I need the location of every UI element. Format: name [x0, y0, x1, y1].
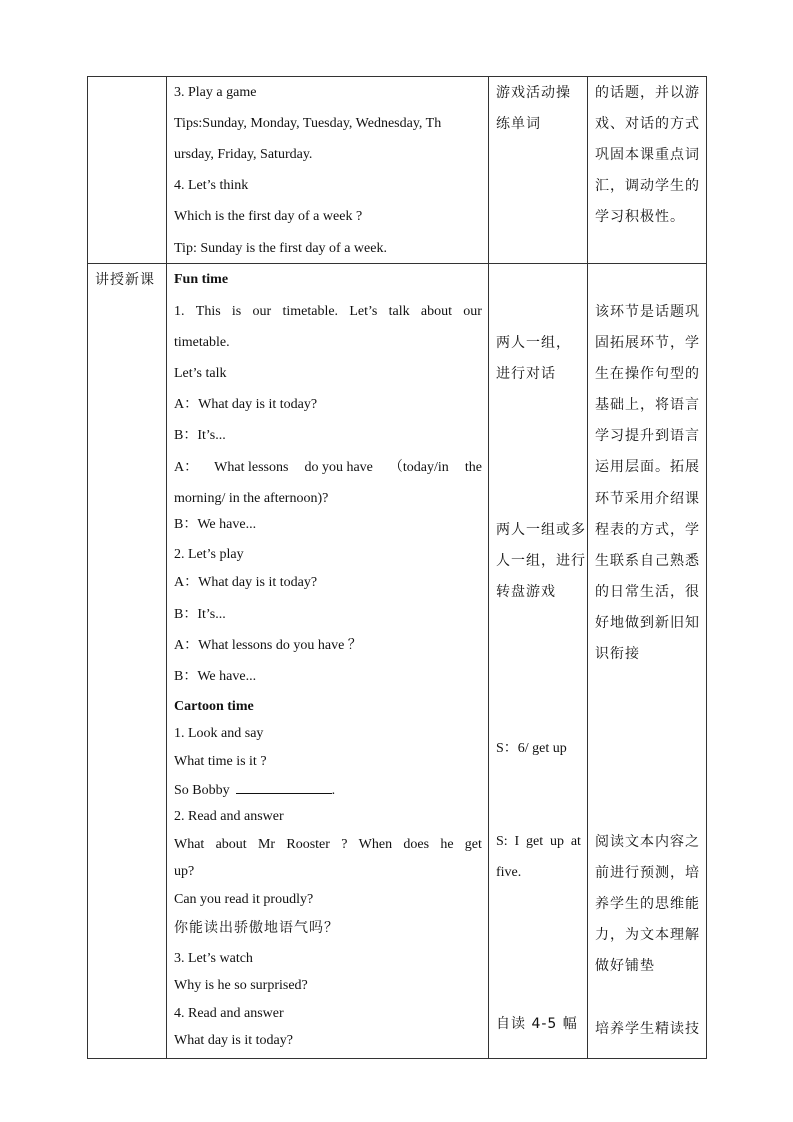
- row2-purpose-line: 识衔接: [595, 646, 640, 662]
- fill-in-line: [174, 781, 335, 800]
- column-divider-2: [488, 76, 489, 1059]
- row2-purpose-line: 养学生的思维能: [595, 896, 700, 912]
- row2-text-line: 1. Look and say: [174, 726, 264, 741]
- row2-text-line: A：What day is it today?: [174, 575, 318, 590]
- row2-text-line: A：What day is it today?: [174, 397, 318, 412]
- row2-text-line: B：We have...: [174, 517, 257, 532]
- row2-purpose-line: 做好铺垫: [595, 958, 655, 974]
- row2-text-line: up?: [174, 864, 195, 879]
- row2-activity-line: S：6/ get up: [496, 741, 567, 756]
- cartoon-time-heading: Cartoon time: [174, 699, 254, 714]
- row2-purpose-line: 环节采用介绍课: [595, 491, 700, 507]
- row1-text-line: 4. Let’s think: [174, 178, 249, 193]
- row2-purpose-line: 该环节是话题巩: [595, 304, 700, 320]
- row2-purpose-line: 好地做到新旧知: [595, 615, 700, 631]
- row2-activity-line: 进行对话: [496, 366, 556, 382]
- row2-text-line: Can you read it proudly?: [174, 892, 314, 907]
- row2-purpose-line: 培养学生精读技: [595, 1021, 700, 1037]
- row2-activity-line: 两人一组，: [496, 335, 571, 351]
- row2-activity-line: 人一组，进行: [496, 553, 586, 569]
- row1-purpose-line: 汇，调动学生的: [595, 178, 700, 194]
- row1-text-line: ursday, Friday, Saturday.: [174, 147, 313, 162]
- stage-label: 讲授新课: [95, 272, 155, 288]
- row2-purpose-line: 生在操作句型的: [595, 366, 700, 382]
- row1-activity-line: 游戏活动操: [496, 85, 571, 101]
- row2-purpose-line: 前进行预测，培: [595, 865, 700, 881]
- row2-text-line: 你能读出骄傲地语气吗？: [174, 920, 339, 936]
- row2-text-line: timetable.: [174, 335, 230, 350]
- row2-text-line: morning/ in the afternoon)?: [174, 491, 329, 506]
- row2-activity-line: 两人一组或多: [496, 522, 586, 538]
- row2-purpose-line: 基础上，将语言: [595, 397, 700, 413]
- column-divider-1: [166, 76, 167, 1059]
- row2-text-line: B：It’s...: [174, 607, 226, 622]
- row2-activity-line: 转盘游戏: [496, 584, 556, 600]
- row2-text-line: 3. Let’s watch: [174, 951, 253, 966]
- fun-time-heading: Fun time: [174, 272, 229, 287]
- row2-purpose-line: 运用层面。拓展: [595, 459, 700, 475]
- row2-text-line: Why is he so surprised?: [174, 978, 308, 993]
- row1-activity-line: 练单词: [496, 116, 541, 132]
- row1-purpose-line: 巩固本课重点词: [595, 147, 700, 163]
- row2-purpose-line: 程表的方式，学: [595, 522, 700, 538]
- table-top-border: [87, 76, 707, 77]
- row2-purpose-line: 力，为文本理解: [595, 927, 700, 943]
- row1-purpose-line: 学习积极性。: [595, 209, 685, 225]
- row1-text-line: Tips:Sunday, Monday, Tuesday, Wednesday, Th: [174, 116, 442, 131]
- row2-text-line: 4. Read and answer: [174, 1006, 284, 1021]
- row2-text-line: 2. Read and answer: [174, 809, 284, 824]
- row2-text-line: B：It’s...: [174, 428, 226, 443]
- row2-text-line: 2. Let’s play: [174, 547, 244, 562]
- row-divider: [87, 263, 707, 264]
- row1-text-line: Which is the first day of a week ?: [174, 209, 363, 224]
- row2-text-line: What about Mr Rooster ? When does he get: [174, 837, 482, 852]
- row2-purpose-line: 的日常生活，很: [595, 584, 700, 600]
- row1-text-line: 3. Play a game: [174, 85, 257, 100]
- row2-text-line: What day is it today?: [174, 1033, 293, 1048]
- row2-text-line: Let’s talk: [174, 366, 227, 381]
- fill-in-end: .: [331, 783, 336, 798]
- row2-text-line: B：We have...: [174, 669, 257, 684]
- row2-purpose-line: 阅读文本内容之: [595, 834, 700, 850]
- row2-text-line: A： What lessons do you have （today/in the: [174, 460, 482, 475]
- row2-text-line: A：What lessons do you have ？: [174, 638, 362, 653]
- row2-text-line: 1. This is our timetable. Let’s talk about our: [174, 304, 482, 319]
- row1-purpose-line: 的话题，并以游: [595, 85, 700, 101]
- row1-purpose-line: 戏、对话的方式: [595, 116, 700, 132]
- answer-blank: [236, 781, 332, 794]
- row1-text-line: Tip: Sunday is the first day of a week.: [174, 241, 387, 256]
- fill-in-text: So Bobby: [174, 783, 230, 798]
- row2-activity-line: S: I get up at: [496, 834, 581, 849]
- row2-activity-line: 自读 4-5 幅: [496, 1016, 578, 1032]
- row2-text-line: What time is it ?: [174, 754, 267, 769]
- row2-purpose-line: 固拓展环节，学: [595, 335, 700, 351]
- row2-purpose-line: 生联系自己熟悉: [595, 553, 700, 569]
- table-right-border: [706, 76, 707, 1059]
- row2-purpose-line: 学习提升到语言: [595, 428, 700, 444]
- table-left-border: [87, 76, 88, 1059]
- row2-activity-line: five.: [496, 865, 522, 880]
- table-bottom-border: [87, 1058, 707, 1059]
- column-divider-3: [587, 76, 588, 1059]
